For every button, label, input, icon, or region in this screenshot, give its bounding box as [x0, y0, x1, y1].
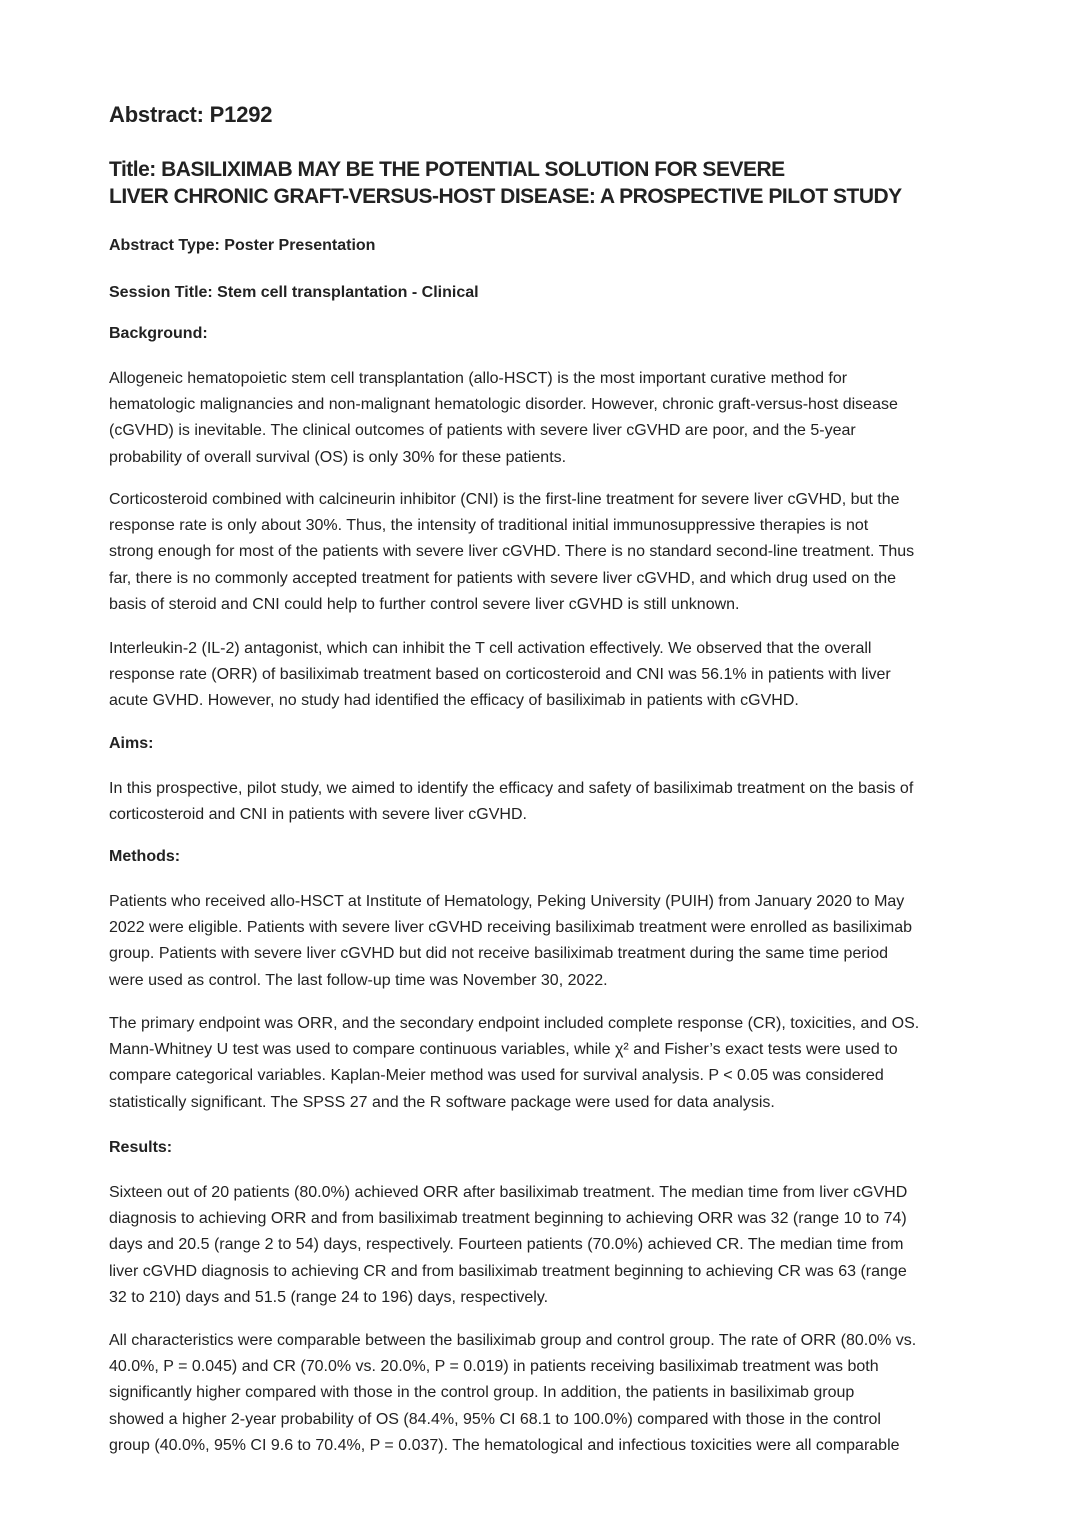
text-line: diagnosis to achieving ORR and from basiliximab treatment beginning to achieving ORR was 32 (range 10 to 74) [109, 1210, 907, 1228]
text-line: far, there is no commonly accepted treatment for patients with severe liver cGVHD, and which drug used on the [109, 569, 897, 587]
methods-heading: Methods: [109, 848, 181, 865]
text-line: Interleukin-2 (IL-2) antagonist, which can inhibit the T cell activation effectively. We observed that the overall [109, 640, 872, 657]
text-line: probability of overall survival (OS) is only 30% for these patients. [109, 448, 567, 466]
title-line: Title: BASILIXIMAB MAY BE THE POTENTIAL SOLUTION FOR SEVERE [109, 158, 785, 181]
abstract-type: Abstract Type: Poster Presentation [109, 237, 376, 254]
results-paragraph-1 [109, 1180, 989, 1311]
results-heading: Results: [109, 1139, 173, 1156]
text-line: All characteristics were comparable between the basiliximab group and control group. The rate of ORR (80.0% vs. [109, 1332, 917, 1349]
text-line: Allogeneic hematopoietic stem cell transplantation (allo-HSCT) is the most important curative method for [109, 370, 848, 387]
text-line: 2022 were eligible. Patients with severe liver cGVHD receiving basiliximab treatment were enrolled as basiliximab [109, 919, 913, 937]
text-line: strong enough for most of the patients with severe liver cGVHD. There is no standard second-line treatment. Thus [109, 543, 915, 561]
text-line: 40.0%, P = 0.045) and CR (70.0% vs. 20.0%, P = 0.019) in patients receiving basiliximab treatment was both [109, 1358, 879, 1376]
text-line: 32 to 210) days and 51.5 (range 24 to 196) days, respectively. [109, 1288, 549, 1306]
text-line: statistically significant. The SPSS 27 and the R software package were used for data analysis. [109, 1093, 775, 1111]
background-heading: Background: [109, 325, 208, 342]
methods-paragraph-2 [109, 1011, 989, 1116]
abstract-title [109, 156, 989, 210]
aims-heading: Aims: [109, 735, 154, 752]
text-line: compare categorical variables. Kaplan-Meier method was used for survival analysis. P < 0.05 was considered [109, 1067, 884, 1085]
text-line: group (40.0%, 95% CI 9.6 to 70.4%, P = 0.037). The hematological and infectious toxicities were all comparable [109, 1436, 900, 1454]
text-line: The primary endpoint was ORR, and the secondary endpoint included complete response (CR), toxicities, and OS. [109, 1015, 920, 1032]
text-line: Sixteen out of 20 patients (80.0%) achieved ORR after basiliximab treatment. The median time from liver cGVHD [109, 1184, 908, 1201]
background-paragraph-3 [109, 636, 989, 715]
text-line: Corticosteroid combined with calcineurin inhibitor (CNI) is the first-line treatment for severe liver cGVHD, but the [109, 491, 900, 508]
background-paragraph-1 [109, 366, 989, 471]
text-line: basis of steroid and CNI could help to further control severe liver cGVHD is still unknown. [109, 595, 740, 613]
aims-paragraph [109, 776, 989, 828]
abstract-id: Abstract: P1292 [109, 102, 273, 127]
text-line: showed a higher 2-year probability of OS (84.4%, 95% CI 68.1 to 100.0%) compared with those in the control [109, 1410, 881, 1428]
text-line: response rate is only about 30%. Thus, the intensity of traditional initial immunosuppressive therapies is not [109, 517, 869, 535]
text-line: significantly higher compared with those in the control group. In addition, the patients in basiliximab group [109, 1384, 855, 1402]
text-line: In this prospective, pilot study, we aimed to identify the efficacy and safety of basiliximab treatment on the basis of [109, 780, 914, 797]
background-paragraph-2 [109, 487, 989, 618]
text-line: hematologic malignancies and non-malignant hematologic disorder. However, chronic graft-versus-host disease [109, 396, 898, 414]
text-line: group. Patients with severe liver cGVHD but did not receive basiliximab treatment during the same time period [109, 945, 889, 963]
text-line: response rate (ORR) of basiliximab treatment based on corticosteroid and CNI was 56.1% in patients with liver [109, 666, 891, 684]
text-line: days and 20.5 (range 2 to 54) days, respectively. Fourteen patients (70.0%) achieved CR. The median time from [109, 1236, 904, 1254]
text-line: corticosteroid and CNI in patients with severe liver cGVHD. [109, 806, 527, 824]
text-line: Patients who received allo-HSCT at Institute of Hematology, Peking University (PUIH) from January 2020 to May [109, 893, 905, 910]
session-title: Session Title: Stem cell transplantation - Clinical [109, 284, 479, 301]
text-line: acute GVHD. However, no study had identified the efficacy of basiliximab in patients with cGVHD. [109, 692, 799, 710]
title-line: LIVER CHRONIC GRAFT-VERSUS-HOST DISEASE: A PROSPECTIVE PILOT STUDY [109, 185, 902, 208]
text-line: were used as control. The last follow-up time was November 30, 2022. [109, 971, 608, 989]
text-line: liver cGVHD diagnosis to achieving CR and from basiliximab treatment beginning to achieving CR was 63 (range [109, 1262, 907, 1280]
results-paragraph-2 [109, 1328, 989, 1459]
text-line: Mann-Whitney U test was used to compare continuous variables, while χ² and Fisher’s exact tests were used to [109, 1041, 898, 1059]
text-line: (cGVHD) is inevitable. The clinical outcomes of patients with severe liver cGVHD are poor, and the 5-year [109, 422, 856, 440]
methods-paragraph-1 [109, 889, 989, 994]
